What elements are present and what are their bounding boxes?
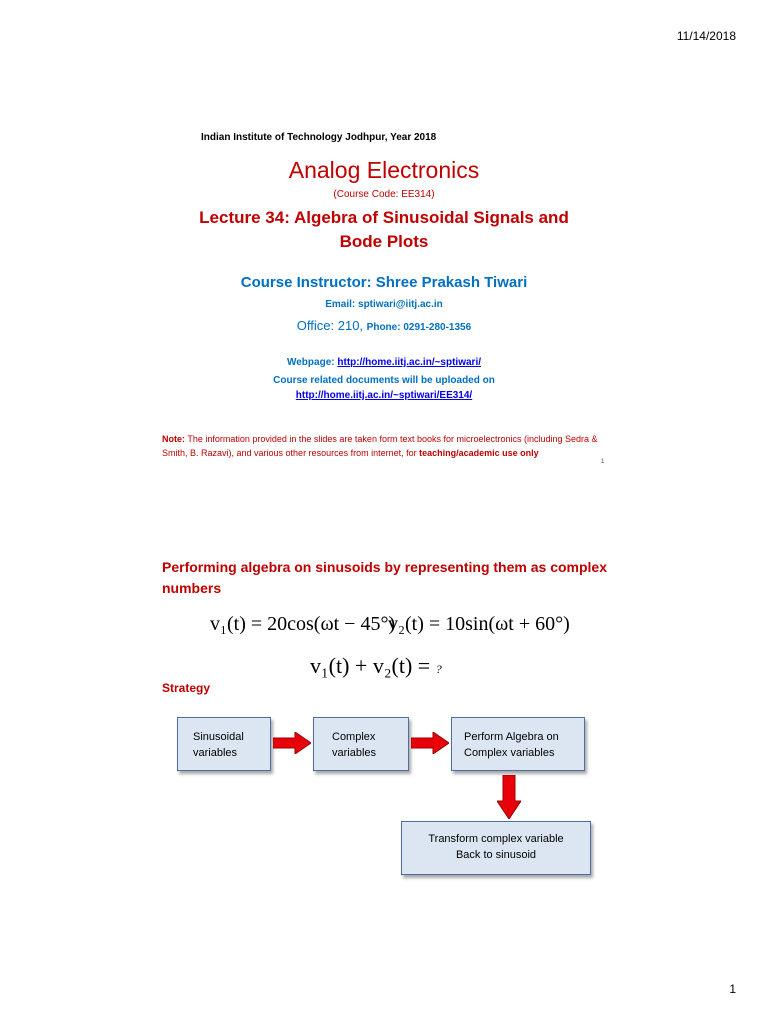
docs-text: Course related documents will be uploaded on — [273, 375, 495, 386]
note-emphasis: teaching/academic use only — [419, 448, 539, 458]
equation-v2: v₂(t) = 10sin(ωt + 60°) — [388, 613, 570, 635]
course-instructor: Course Instructor: Shree Prakash Tiwari — [240, 274, 528, 291]
webpage-link[interactable]: http://home.iitj.ac.in/~sptiwari/ — [337, 357, 482, 368]
flow-box-text: Complex variables — [464, 747, 555, 759]
slide-number: 1 — [601, 459, 605, 465]
flow-box-complex — [313, 717, 409, 771]
flow-box-text: Transform complex variable — [428, 833, 564, 845]
flow-box-text: variables — [332, 747, 377, 759]
right-arrow-icon — [273, 732, 311, 754]
equation-sum-rhs: ? — [435, 662, 442, 676]
lecture-title-line1: Lecture 34: Algebra of Sinusoidal Signals and — [199, 208, 569, 227]
down-arrow-icon — [497, 775, 521, 819]
note-text: The information provided in the slides are taken form text books for microelectronics (including Sedra & Smith, B. Razavi), and various other resources from internet, for — [162, 434, 598, 458]
webpage-line — [0, 357, 768, 368]
flow-box-algebra — [451, 717, 585, 771]
flow-box-text: Complex — [332, 731, 376, 743]
flow-box-text: Sinusoidal — [193, 731, 244, 743]
docs-line — [0, 390, 768, 401]
lecture-title — [0, 206, 768, 254]
disclaimer-note — [162, 432, 602, 460]
phone-number: Phone: 0291-280-1356 — [366, 322, 472, 333]
equation-v1: v₁(t) = 20cos(ωt − 45°) — [210, 613, 396, 635]
office-label: Office: 210, — [296, 318, 364, 333]
note-label: Note: — [162, 434, 185, 444]
webpage-label: Webpage: — [286, 357, 338, 368]
flow-box-text: Perform Algebra on — [464, 731, 559, 743]
institute-name: Indian Institute of Technology Jodhpur, Year 2018 — [201, 132, 437, 143]
slide2-heading: Performing algebra on sinusoids by representing them as complex numbers — [162, 559, 607, 596]
equation-sum — [310, 653, 442, 679]
right-arrow-icon — [411, 732, 449, 754]
instructor-email: Email: sptiwari@iitj.ac.in — [325, 299, 443, 310]
flow-box-sinusoidal — [177, 717, 271, 771]
office-line — [0, 318, 768, 333]
course-title: Analog Electronics — [288, 157, 480, 183]
flow-box-text: variables — [193, 747, 238, 759]
document-date: 11/14/2018 — [676, 29, 736, 43]
docs-link[interactable]: http://home.iitj.ac.in/~sptiwari/EE314/ — [295, 390, 473, 401]
flow-box-text: Back to sinusoid — [455, 849, 537, 861]
course-code: (Course Code: EE314) — [333, 189, 435, 200]
equation-sum-lhs: v₁(t) + v₂(t) = — [310, 653, 436, 678]
flow-box-transform — [401, 821, 591, 875]
page-number: 1 — [729, 982, 736, 996]
lecture-title-line2: Bode Plots — [339, 232, 429, 251]
strategy-label: Strategy — [162, 681, 211, 695]
